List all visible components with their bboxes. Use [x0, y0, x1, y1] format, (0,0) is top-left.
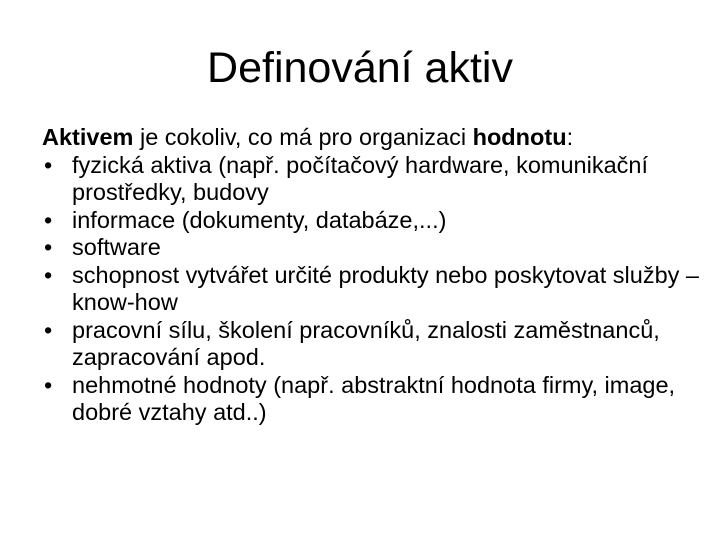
bullet-text: nehmotné hodnoty (např. abstraktní hodnota firmy, image, dobré vztahy atd..)	[72, 371, 676, 425]
bullet-text: pracovní sílu, školení pracovníků, znalosti zaměstnanců, zapracování apod.	[72, 316, 660, 370]
slide-title: Definování aktiv	[207, 44, 513, 92]
bullet-item	[42, 372, 702, 427]
bullet-item	[42, 317, 702, 372]
bullet-list	[42, 152, 702, 427]
bullet-icon: •	[44, 234, 53, 260]
bullet-text: informace (dokumenty, databáze,...)	[72, 206, 447, 233]
bullet-icon: •	[44, 206, 53, 233]
bullet-item	[42, 207, 702, 235]
bullet-icon: •	[44, 151, 53, 178]
bullet-text: software	[72, 234, 161, 260]
intro-colon: :	[566, 124, 574, 150]
intro-keyword: hodnotu	[472, 124, 567, 150]
bullet-item	[42, 152, 702, 207]
bullet-icon: •	[44, 316, 53, 343]
intro-line	[42, 124, 702, 152]
slide-body	[42, 124, 702, 427]
bullet-icon: •	[44, 261, 53, 288]
intro-text: je cokoliv, co má pro organizaci	[133, 124, 473, 150]
intro-term: Aktivem	[42, 124, 134, 150]
bullet-item	[42, 234, 702, 262]
bullet-text: schopnost vytvářet určité produkty nebo poskytovat služby – know-how	[72, 261, 699, 315]
bullet-icon: •	[44, 371, 53, 398]
bullet-item	[42, 262, 702, 317]
bullet-text: fyzická aktiva (např. počítačový hardware, komunikační prostředky, budovy	[72, 151, 649, 205]
